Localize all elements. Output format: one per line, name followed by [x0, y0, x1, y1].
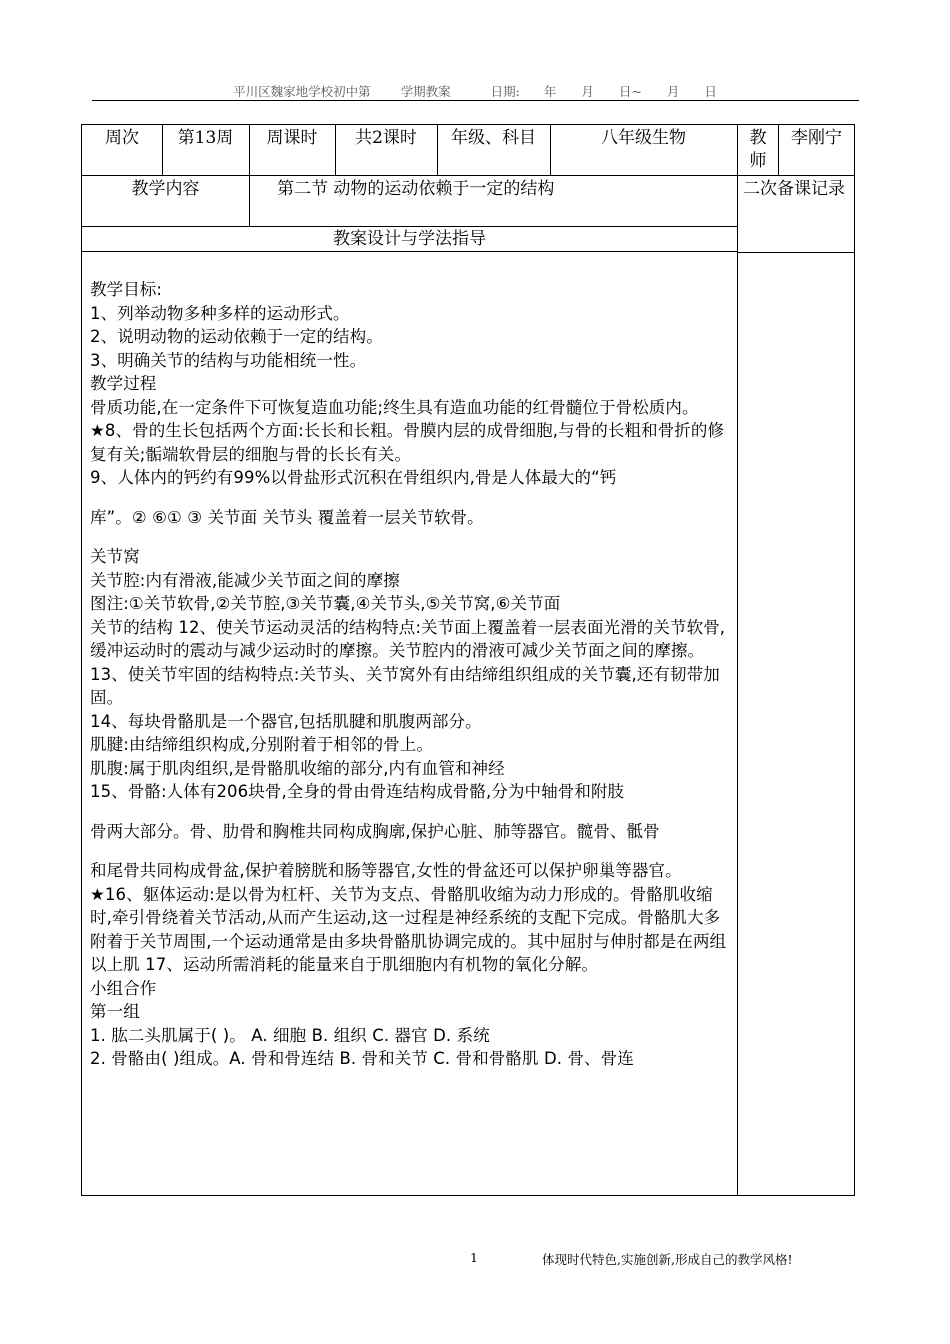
objective-item: 2、说明动物的运动依赖于一定的结构。	[90, 327, 383, 346]
group-heading: 小组合作	[90, 978, 157, 998]
weekly-hours-value: 共2课时	[355, 128, 417, 148]
body-paragraph: 骨两大部分。骨、肋骨和胸椎共同构成胸廓,保护心脏、肺等器官。髋骨、骶骨	[90, 821, 660, 841]
body-paragraph: 库”。② ⑥① ③ 关节面 关节头 覆盖着一层关节软骨。	[90, 507, 484, 527]
body-paragraph: 骨质功能,在一定条件下可恢复造血功能;终生具有造血功能的红骨髓位于骨松质内。	[90, 397, 699, 417]
body-paragraph: ★16、躯体运动:是以骨为杠杆、关节为支点、骨骼肌收缩为动力形成的。骨骼肌收缩时,牵引骨绕着关节活动,从而产生运动,这一过程是神经系统的支配下完成。骨骼肌大多附着于关节周围,一个运动通常是由多块骨骼肌协调完成的。其中屈肘与伸肘都是在两组以上肌 17、运动所需消耗的能量来自于肌细胞内有机物的氧化分解。	[90, 884, 727, 974]
footer-slogan: 体现时代特色,实施创新,形成自己的教学风格!	[542, 1252, 793, 1267]
page-header	[92, 82, 858, 100]
body-paragraph: ★8、骨的生长包括两个方面:长长和长粗。骨膜内层的成骨细胞,与骨的长粗和骨折的修复有关;骺端软骨层的细胞与骨的长长有关。	[90, 421, 725, 464]
body-paragraph: 关节窝	[90, 547, 140, 566]
objectives-heading: 教学目标:	[90, 280, 163, 299]
week-value: 第13周	[177, 128, 234, 148]
design-guidance-heading: 教案设计与学法指导	[333, 229, 486, 249]
header-school: 平川区魏家地学校初中第	[233, 84, 371, 99]
second-prep-record-label: 二次备课记录	[743, 179, 845, 199]
teacher-label: 教师	[749, 128, 767, 171]
teacher-name: 李刚宁	[791, 128, 842, 148]
body-paragraph: 肌腱:由结缔组织构成,分别附着于相邻的骨上。	[90, 735, 434, 754]
teaching-content-value: 第二节 动物的运动依赖于一定的结构	[277, 179, 555, 199]
row2-divider	[249, 175, 250, 226]
grade-subject-label: 年级、科目	[451, 128, 536, 148]
body-paragraph: 关节的结构 12、使关节运动灵活的结构特点:关节面上覆盖着一层表面光滑的关节软骨,缓冲运动时的震动与减少运动时的摩擦。关节腔内的滑液可减少关节面之间的摩擦。	[90, 617, 726, 660]
body-paragraph: 和尾骨共同构成骨盆,保护着膀胱和肠等器官,女性的骨盆还可以保护卵巢等器官。	[90, 861, 682, 880]
body-paragraph: 9、人体内的钙约有99%以骨盐形式沉积在骨组织内,骨是人体最大的“钙	[90, 468, 617, 487]
question-item: 1. 肱二头肌属于( )。 A. 细胞 B. 组织 C. 器官 D. 系统	[90, 1025, 490, 1045]
record-col-rule	[737, 252, 855, 253]
body-paragraph: 15、骨骼:人体有206块骨,全身的骨由骨连结构成骨骼,分为中轴骨和附肢	[90, 782, 625, 801]
body-paragraph: 关节腔:内有滑液,能减少关节面之间的摩擦	[90, 570, 400, 590]
row1-bottom-rule-right	[737, 175, 855, 176]
header-rule	[92, 100, 859, 101]
body-paragraph: 肌腹:属于肌肉组织,是骨骼肌收缩的部分,内有血管和神经	[90, 758, 505, 778]
record-column-divider	[737, 125, 738, 1196]
header-term: 学期教案	[400, 84, 451, 99]
group-subheading: 第一组	[90, 1002, 140, 1021]
weekly-hours-label: 周课时	[266, 128, 318, 148]
objective-item: 1、列举动物多种多样的运动形式。	[90, 303, 350, 323]
week-label: 周次	[105, 128, 139, 148]
objective-item: 3、明确关节的结构与功能相统一性。	[90, 350, 367, 370]
question-item: 2. 骨骼由( )组成。A. 骨和骨连结 B. 骨和关节 C. 骨和骨骼肌 D. 骨、骨连	[90, 1049, 634, 1068]
row3-bottom-rule	[82, 251, 737, 252]
process-heading: 教学过程	[90, 374, 157, 393]
teaching-content-label: 教学内容	[131, 179, 200, 199]
header-date-parts: 年 月 日~ 月 日	[543, 84, 717, 99]
lesson-body	[90, 278, 730, 1071]
page-number: 1	[470, 1250, 478, 1265]
body-paragraph: 14、每块骨骼肌是一个器官,包括肌腱和肌腹两部分。	[90, 711, 482, 731]
figure-caption: 图注:①关节软骨,②关节腔,③关节囊,④关节头,⑤关节窝,⑥关节面	[90, 594, 561, 613]
row1-bottom-rule	[82, 175, 737, 176]
grade-subject-value: 八年级生物	[601, 128, 686, 148]
row2-bottom-rule	[82, 226, 737, 227]
body-paragraph: 13、使关节牢固的结构特点:关节头、关节窝外有由结缔组织组成的关节囊,还有韧带加固。	[90, 664, 720, 707]
header-date-label: 日期:	[490, 84, 520, 99]
